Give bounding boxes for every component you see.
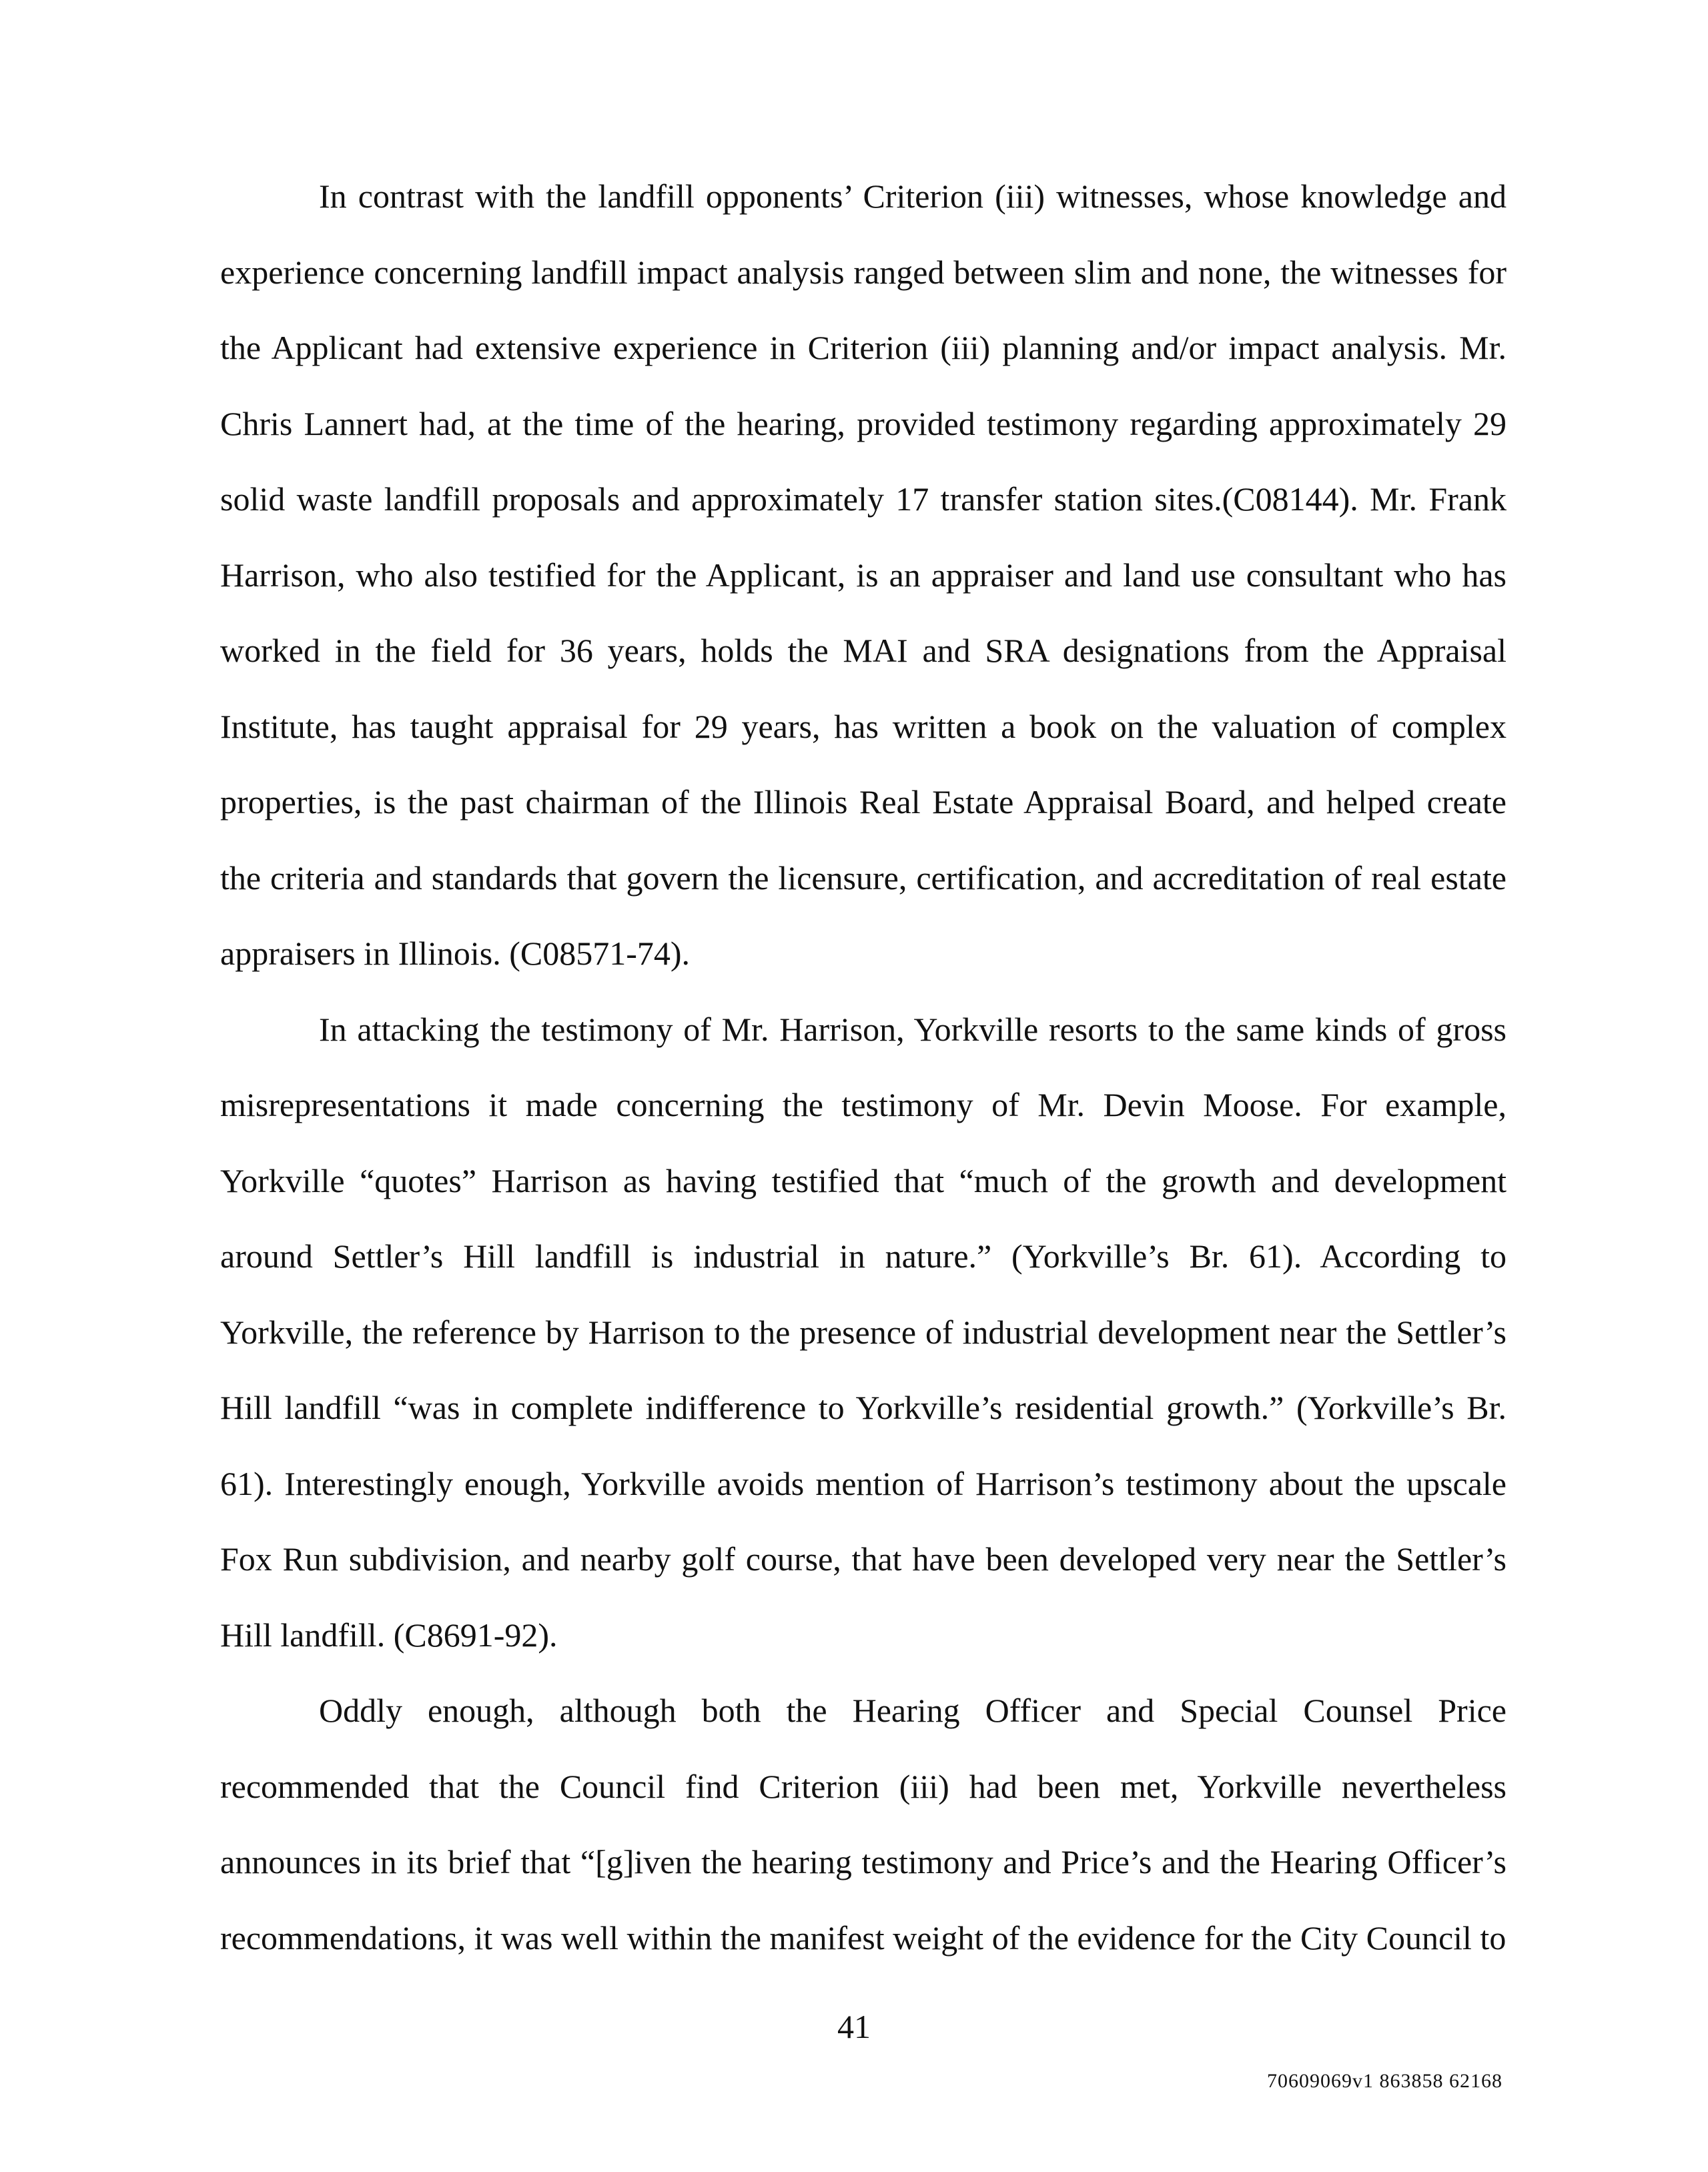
page-number: 41	[837, 2008, 871, 2045]
paragraph-3: Oddly enough, although both the Hearing Officer and Special Counsel Price recommended that the Council find Criterion (iii) had been met, Yorkville nevertheless announces in its brief that “[g]iven the hearing testimony and Price’s and the Hearing Officer’s recommendations, it was well within the manifest weight of the evidence for the City Council to	[220, 1692, 1507, 1957]
paragraph-2: In attacking the testimony of Mr. Harrison, Yorkville resorts to the same kinds of gross misrepresentations it made concerning the testimony of Mr. Devin Moose. For example, Yorkville “quotes” Harrison as having testified that “much of the growth and development around Settler’s Hill landfill is industrial in nature.” (Yorkville’s Br. 61). According to Yorkville, the reference by Harrison to the presence of industrial development near the Settler’s Hill landfill “was in complete indifference to Yorkville’s residential growth.” (Yorkville’s Br. 61). Interestingly enough, Yorkville avoids mention of Harrison’s testimony about the upscale Fox Run subdivision, and nearby golf course, that have been developed very near the Settler’s Hill landfill. (C8691-92).	[220, 1010, 1507, 1654]
document-id: 70609069v1 863858 62168	[1267, 2070, 1503, 2092]
body-text	[220, 159, 1507, 1976]
paragraph-1: In contrast with the landfill opponents’ Criterion (iii) witnesses, whose knowledge and experience concerning landfill impact analysis ranged between slim and none, the witnesses for the Applicant had extensive experience in Criterion (iii) planning and/or impact analysis. Mr. Chris Lannert had, at the time of the hearing, provided testimony regarding approximately 29 solid waste landfill proposals and approximately 17 transfer station sites.(C08144). Mr. Frank Harrison, who also testified for the Applicant, is an appraiser and land use consultant who has worked in the field for 36 years, holds the MAI and SRA designations from the Appraisal Institute, has taught appraisal for 29 years, has written a book on the valuation of complex properties, is the past chairman of the Illinois Real Estate Appraisal Board, and helped create the criteria and standards that govern the licensure, certification, and accreditation of real estate appraisers in Illinois. (C08571-74).	[220, 177, 1507, 972]
